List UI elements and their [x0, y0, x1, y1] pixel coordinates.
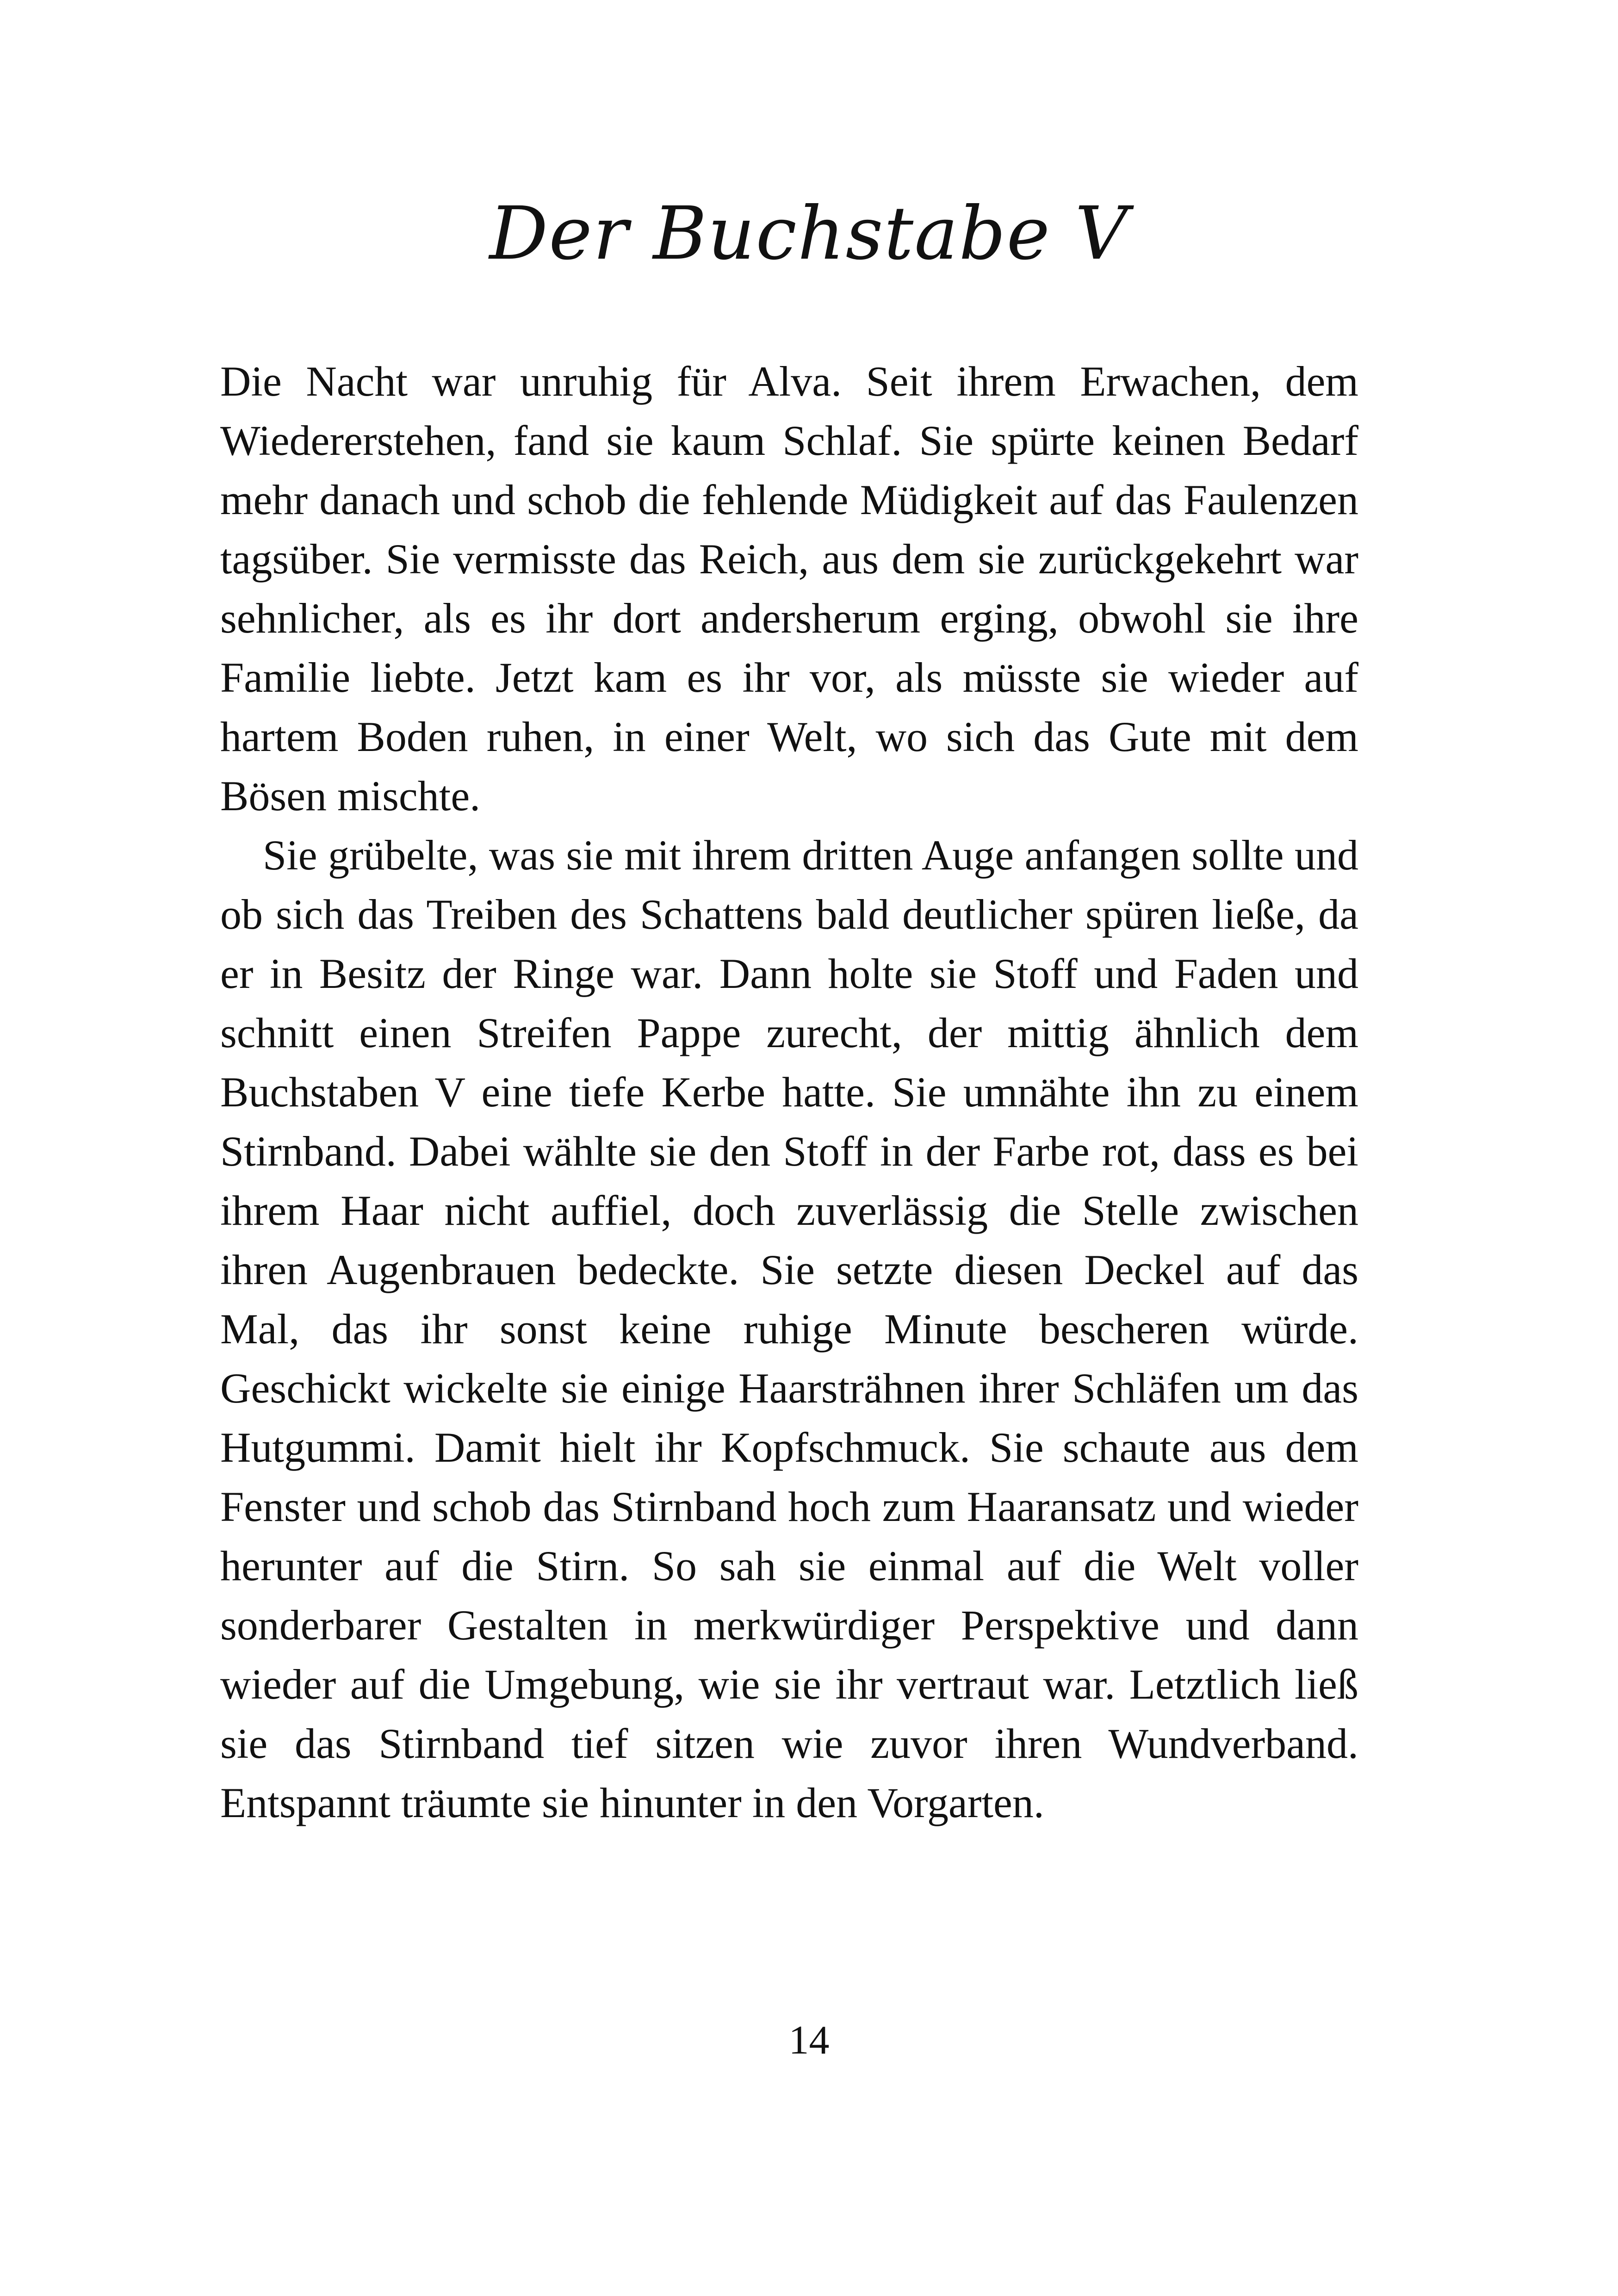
paragraph: Sie grübelte, was sie mit ihrem dritten Auge anfangen sollte und ob sich das Treiben des Schattens bald deutlicher spüren ließe, da er in Besitz der Ringe war. Dann holte sie Stoff und Faden und schnitt einen Streifen Pappe zurecht, der mittig ähnlich dem Buchstaben V eine tiefe Kerbe hatte. Sie umnähte ihn zu einem Stirnband. Dabei wählte sie den Stoff in der Farbe rot, dass es bei ihrem Haar nicht auffiel, doch zuverlässig die Stelle zwischen ihren Augenbrauen bedeckte. Sie setzte diesen Deckel auf das Mal, das ihr sonst keine ruhige Minute bescheren würde. Geschickt wickelte sie einige Haarsträhnen ihrer Schläfen um das Hutgummi. Damit hielt ihr Kopfschmuck. Sie schaute aus dem Fenster und schob das Stirnband hoch zum Haaransatz und wieder herunter auf die Stirn. So sah sie einmal auf die Welt voller sonderbarer Gestalten in merkwürdiger Perspektive und dann wieder auf die Umgebung, wie sie ihr vertraut war. Letztlich ließ sie das Stirnband tief sitzen wie zuvor ihren Wundverband. Entspannt träumte sie hinunter in den Vorgarten.	[220, 832, 1358, 1826]
chapter-body	[220, 352, 1358, 1832]
page-number: 14	[788, 2018, 830, 2063]
paragraph: Die Nacht war unruhig für Alva. Seit ihrem Erwachen, dem Wiedererstehen, fand sie kaum Schlaf. Sie spürte keinen Bedarf mehr danach und schob die fehlende Müdigkeit auf das Faulenzen tagsüber. Sie vermisste das Reich, aus dem sie zurückgekehrt war sehnlicher, als es ihr dort andersherum erging, obwohl sie ihre Familie liebte. Jetzt kam es ihr vor, als müsste sie wieder auf hartem Boden ruhen, in einer Welt, wo sich das Gute mit dem Bösen mischte.	[220, 358, 1358, 819]
chapter-title: Der Buchstabe V	[489, 191, 1129, 276]
